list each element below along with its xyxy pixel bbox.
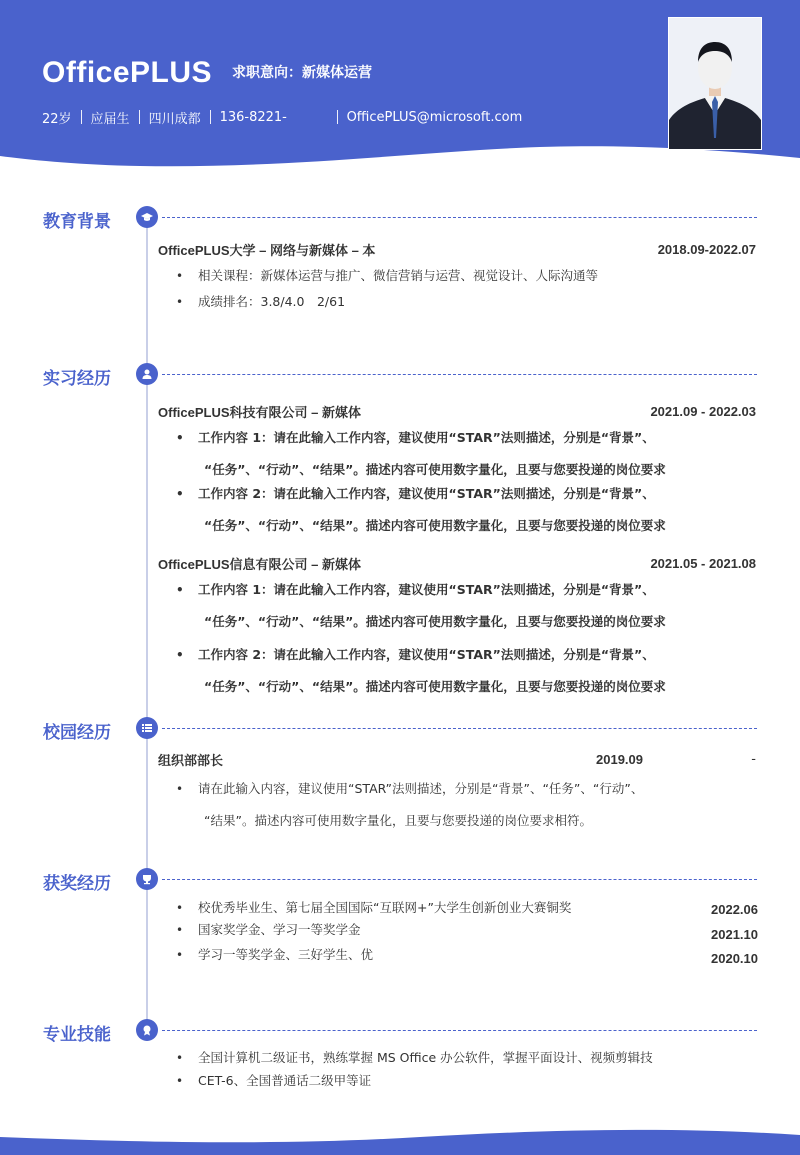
- person-icon: [136, 363, 158, 385]
- footer-background: [0, 1125, 800, 1155]
- list-item: • CET-6、全国普通话二级甲等证: [186, 1071, 764, 1091]
- list-item: • 工作内容 1：请在此输入工作内容，建议使用“STAR”法则描述，分别是“背景”、 “任务”、“行动”、“结果”。描述内容可使用数字量化，且要与您要投递的岗位要求: [186, 580, 764, 632]
- award-icon: [136, 868, 158, 890]
- section-title-campus: 校园经历: [43, 723, 111, 743]
- internship-date: 2021.05 - 2021.08: [650, 555, 756, 571]
- education-entry-header: [158, 239, 756, 259]
- section-title-internship: 实习经历: [43, 369, 111, 389]
- location: 四川成都: [148, 111, 201, 127]
- timeline-line: [146, 215, 148, 1025]
- campus-entry-header: [158, 749, 756, 769]
- divider: [81, 110, 82, 124]
- list-icon: [136, 717, 158, 739]
- status: 应届生: [90, 111, 130, 127]
- internship-entry-header: [158, 401, 756, 421]
- section-divider: [162, 728, 757, 729]
- campus-date-end: -: [751, 751, 756, 767]
- school-name: OfficePLUS大学 – 网络与新媒体 – 本: [158, 242, 376, 258]
- award-date: 2020.10: [711, 951, 758, 966]
- list-item: • 校优秀毕业生、第七届全国国际“互联网+”大学生创新创业大赛铜奖 2022.06: [186, 898, 764, 918]
- campus-date: 2019.09: [596, 751, 643, 767]
- section-title-awards: 获奖经历: [43, 874, 111, 894]
- section-divider: [162, 879, 757, 880]
- section-divider: [162, 1030, 757, 1031]
- company-name: OfficePLUS信息有限公司 – 新媒体: [158, 556, 361, 572]
- list-item: • 相关课程：新媒体运营与推广、微信营销与运营、视觉设计、人际沟通等: [186, 266, 764, 286]
- list-item: • 学习一等奖学金、三好学生、优 2020.10: [186, 945, 764, 965]
- divider: [337, 110, 338, 124]
- list-item: • 请在此输入内容，建议使用“STAR”法则描述，分别是“背景”、“任务”、“行动”、 “结果”。描述内容可使用数字量化，且要与您要投递的岗位要求相符。: [186, 779, 764, 831]
- age: 22岁: [42, 111, 72, 127]
- section-title-skills: 专业技能: [43, 1025, 111, 1045]
- section-divider: [162, 374, 757, 375]
- company-name: OfficePLUS科技有限公司 – 新媒体: [158, 404, 361, 420]
- profile-photo: [668, 17, 762, 150]
- list-item: • 国家奖学金、学习一等奖学金 2021.10: [186, 920, 764, 940]
- award-date: 2021.10: [711, 927, 758, 942]
- campus-role: 组织部部长: [158, 752, 224, 768]
- contact-info: [42, 107, 522, 127]
- list-item: • 工作内容 2：请在此输入工作内容，建议使用“STAR”法则描述，分别是“背景”、 “任务”、“行动”、“结果”。描述内容可使用数字量化，且要与您要投递的岗位要求: [186, 484, 764, 536]
- graduation-icon: [136, 206, 158, 228]
- candidate-name: OfficePLUS: [42, 56, 213, 89]
- divider: [210, 110, 211, 124]
- job-target: 求职意向：新媒体运营: [232, 65, 372, 81]
- award-date: 2022.06: [711, 902, 758, 917]
- section-divider: [162, 217, 757, 218]
- person-portrait-icon: [669, 18, 761, 149]
- medal-icon: [136, 1019, 158, 1041]
- internship-entry-header: [158, 553, 756, 573]
- list-item: • 工作内容 2：请在此输入工作内容，建议使用“STAR”法则描述，分别是“背景”、 “任务”、“行动”、“结果”。描述内容可使用数字量化，且要与您要投递的岗位要求: [186, 645, 764, 697]
- internship-date: 2021.09 - 2022.03: [650, 403, 756, 419]
- section-title-education: 教育背景: [43, 212, 111, 232]
- phone: 136-8221-: [219, 109, 287, 125]
- list-item: • 工作内容 1：请在此输入工作内容，建议使用“STAR”法则描述，分别是“背景”、 “任务”、“行动”、“结果”。描述内容可使用数字量化，且要与您要投递的岗位要求: [186, 428, 764, 480]
- list-item: • 成绩排名：3.8/4.0 2/61: [186, 292, 764, 312]
- email: OfficePLUS@microsoft.com: [346, 109, 523, 125]
- education-date: 2018.09-2022.07: [657, 241, 756, 257]
- list-item: • 全国计算机二级证书，熟练掌握 MS Office 办公软件，掌握平面设计、视频剪辑技: [186, 1048, 764, 1068]
- divider: [139, 110, 140, 124]
